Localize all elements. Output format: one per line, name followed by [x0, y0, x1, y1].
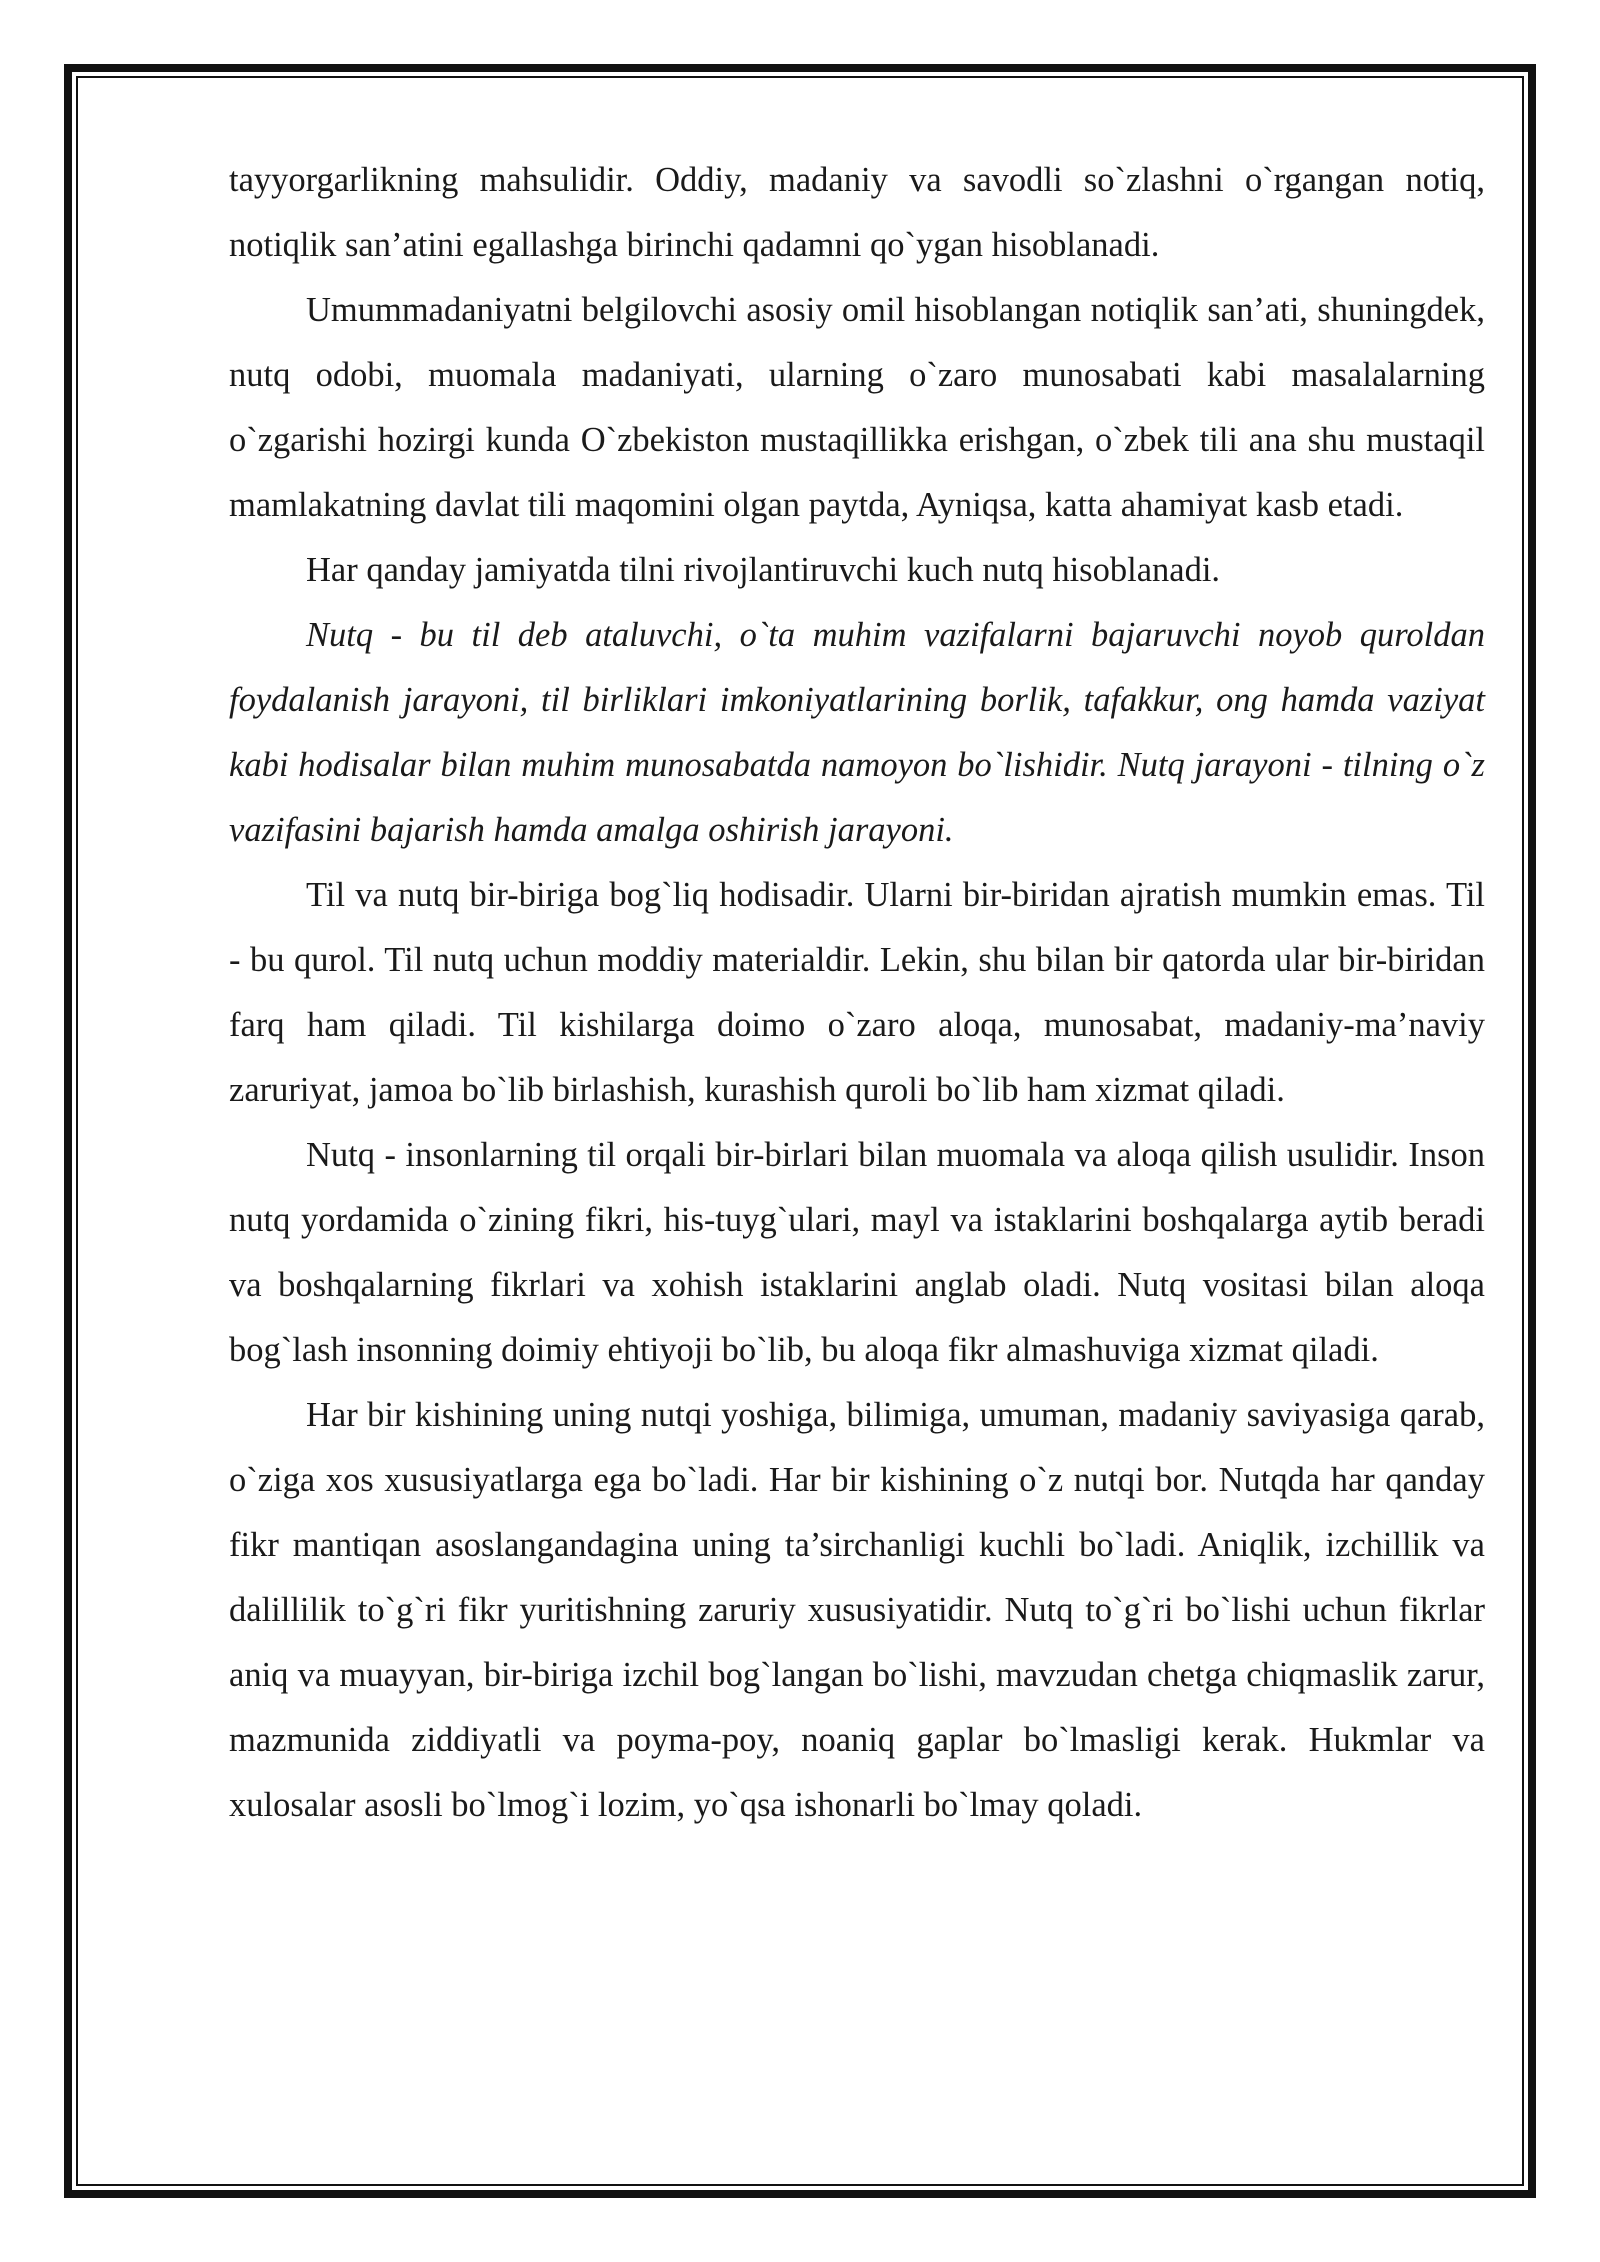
- paragraph-5: Til va nutq bir-biriga bog`liq hodisadir. Ularni bir-biridan ajratish mumkin emas. Til - bu qurol. Til nutq uchun moddiy materialdir. Lekin, shu bilan bir qatorda ular bir-biridan farq ham qiladi. Til kishilarga doimo o`zaro aloqa, munosabat, madaniy-ma’naviy zaruriyat, jamoa bo`lib birlashish, kurashish quroli bo`lib ham xizmat qiladi.: [229, 876, 1485, 1109]
- paragraph-7: Har bir kishining uning nutqi yoshiga, bilimiga, umuman, madaniy saviyasiga qarab, o`ziga xos xususiyatlarga ega bo`ladi. Har bir kishining o`z nutqi bor. Nutqda har qanday fikr mantiqan asoslangandagina uning ta’sirchanligi kuchli bo`ladi. Aniqlik, izchillik va dalillilik to`g`ri fikr yuritishning zaruriy xususiyatidir. Nutq to`g`ri bo`lishi uchun fikrlar aniq va muayyan, bir-biriga izchil bog`langan bo`lishi, mavzudan chetga chiqmaslik zarur, mazmunida ziddiyatli va poyma-poy, noaniq gaplar bo`lmasligi kerak. Hukmlar va xulosalar asosli bo`lmog`i lozim, yo`qsa ishonarli bo`lmay qoladi.: [229, 1396, 1485, 1824]
- paragraph-4-definition: Nutq - bu til deb ataluvchi, o`ta muhim vazifalarni bajaruvchi noyob quroldan foydalanish jarayoni, til birliklari imkoniyatlarining borlik, tafakkur, ong hamda vaziyat kabi hodisalar bilan muhim munosabatda namoyon bo`lishidir. Nutq jarayoni - tilning o`z vazifasini bajarish hamda amalga oshirish jarayoni.: [229, 616, 1485, 849]
- paragraph-2: Umummadaniyatni belgilovchi asosiy omil hisoblangan notiqlik san’ati, shuningdek, nutq odobi, muomala madaniyati, ularning o`zaro munosabati kabi masalalarning o`zgarishi hozirgi kunda O`zbekiston mustaqillikka erishgan, o`zbek tili ana shu mustaqil mamlakatning davlat tili maqomini olgan paytda, Ayniqsa, katta ahamiyat kasb etadi.: [229, 291, 1485, 524]
- paragraph-1: tayyorgarlikning mahsulidir. Oddiy, madaniy va savodli so`zlashni o`rgangan notiq, notiqlik san’atini egallashga birinchi qadamni qo`ygan hisoblanadi.: [229, 161, 1485, 264]
- paragraph-6: Nutq - insonlarning til orqali bir-birlari bilan muomala va aloqa qilish usulidir. Inson nutq yordamida o`zining fikri, his-tuyg`ulari, mayl va istaklarini boshqalarga aytib beradi va boshqalarning fikrlari va xohish istaklarini anglab oladi. Nutq vositasi bilan aloqa bog`lash insonning doimiy ehtiyoji bo`lib, bu aloqa fikr almashuviga xizmat qiladi.: [229, 1136, 1485, 1369]
- document-body: [229, 148, 1485, 1838]
- paragraph-3: Har qanday jamiyatda tilni rivojlantiruvchi kuch nutq hisoblanadi.: [306, 551, 1221, 589]
